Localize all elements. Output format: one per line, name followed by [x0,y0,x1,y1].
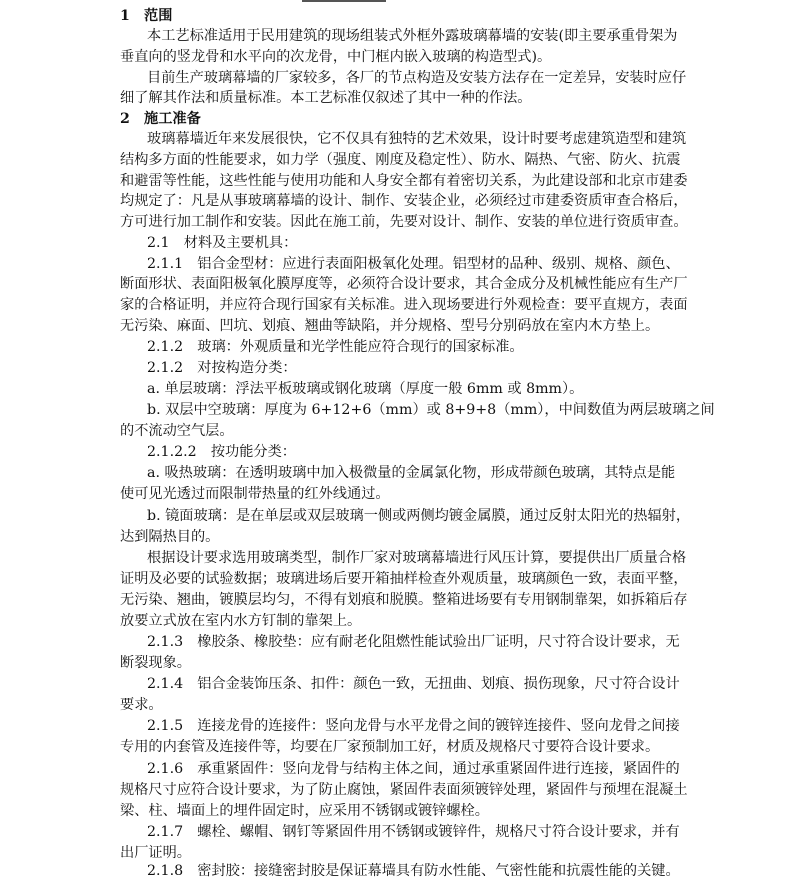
clause-line: 2.1.4 铝合金装饰压条、扣件：颜色一致，无扭曲、划痕、损伤现象，尺寸符合设计 [147,676,680,692]
paragraph-line: 本工艺标准适用于民用建筑的现场组装式外框外露玻璃幕墙的安装(即主要承重骨架为 [147,28,678,44]
list-item-line: b. 双层中空玻璃：厚度为 6+12+6（mm）或 8+9+8（mm），中间数值为两层玻璃之间 [147,402,715,418]
clause-line: 家的合格证明，并应符合现行国家有关标准。进入现场要进行外观检查：要平直规方，表面 [120,297,688,313]
clause-line: 断裂现象。 [120,655,191,671]
clause-line: 2.1.3 橡胶条、橡胶垫：应有耐老化阻燃性能试验出厂证明，尺寸符合设计要求，无 [147,634,680,650]
paragraph-line: 垂直向的竖龙骨和水平向的次龙骨，中门框内嵌入玻璃的构造型式)。 [120,49,552,65]
clause-line: 无污染、麻面、凹坑、划痕、翘曲等缺陷，并分规格、型号分别码放在室内木方垫上。 [120,318,660,334]
clause-line: 梁、柱、墙面上的埋件固定时，应采用不锈钢或镀锌螺栓。 [120,803,489,819]
clause-line: 要求。 [120,697,163,713]
clause-line: 2.1.2 对按构造分类： [147,360,297,376]
paragraph-line: 目前生产玻璃幕墙的厂家较多，各厂的节点构造及安装方法存在一定差异，安装时应仔 [147,70,687,86]
paragraph-line: 根据设计要求选用玻璃类型，制作厂家对玻璃幕墙进行风压计算，要提供出厂质量合格 [147,550,687,566]
subsection-heading: 2.1 材料及主要机具： [147,235,298,251]
clause-line: 断面形状、表面阳极氧化膜厚度等，必须符合设计要求，其合金成分及机械性能应有生产厂 [120,276,688,292]
paragraph-line: 结构多方面的性能要求，如力学（强度、刚度及稳定性）、防水、隔热、气密、防火、抗震 [120,152,681,168]
paragraph-line: 无污染、翘曲，镀膜层均匀，不得有划痕和脱膜。整箱进场要有专用钢制靠架，如拆箱后存 [120,592,688,608]
paragraph-line: 证明及必要的试验数据；玻璃进场后要开箱抽样检查外观质量，玻璃颜色一致，表面平整， [120,571,688,587]
list-item-line: 的不流动空气层。 [120,423,234,439]
section-heading-scope: 1 范围 [120,8,173,24]
clause-line: 2.1.2.2 按功能分类： [147,444,296,460]
paragraph-line: 和避雷等性能，这些性能与使用功能和人身安全都有着密切关系，为此建设部和北京市建委 [120,173,688,189]
clause-line: 专用的内套管及连接件等，均要在厂家预制加工好，材质及规格尺寸要符合设计要求。 [120,739,660,755]
clause-line: 规格尺寸应符合设计要求，为了防止腐蚀，紧固件表面须镀锌处理，紧固件与预埋在混凝土 [120,782,688,798]
list-item-line: b. 镜面玻璃：是在单层或双层玻璃一侧或两侧均镀金属膜，通过反射太阳光的热辐射， [147,508,691,524]
header-rule [302,0,386,2]
list-item-line: a. 单层玻璃：浮法平板玻璃或钢化玻璃（厚度一般 6mm 或 8mm）。 [147,381,584,397]
paragraph-line: 方可进行加工制作和安装。因此在施工前，先要对设计、制作、安装的单位进行资质审查。 [120,214,688,230]
clause-line: 2.1.2 玻璃：外观质量和光学性能应符合现行的国家标准。 [147,339,524,355]
section-heading-preparation: 2 施工准备 [120,111,201,127]
paragraph-line: 均规定了：凡是从事玻璃幕墙的设计、制作、安装企业，必须经过市建委资质审查合格后， [120,193,688,209]
clause-line: 出厂证明。 [120,845,191,861]
clause-line: 2.1.5 连接龙骨的连接件：竖向龙骨与水平龙骨之间的镀锌连接件、竖向龙骨之间接 [147,718,680,734]
clause-line: 2.1.6 承重紧固件：竖向龙骨与结构主体之间，通过承重紧固件进行连接，紧固件的 [147,761,680,777]
clause-line: 2.1.7 螺栓、螺帽、钢钉等紧固件用不锈钢或镀锌件，规格尺寸符合设计要求，并有 [147,824,680,840]
list-item-line: a. 吸热玻璃：在透明玻璃中加入极微量的金属氯化物，形成带颜色玻璃，其特点是能 [147,465,676,481]
list-item-line: 达到隔热目的。 [120,529,220,545]
clause-line: 2.1.8 密封胶：接缝密封胶是保证幕墙具有防水性能、气密性能和抗震性能的关键。 [147,863,680,879]
paragraph-line: 放要立式放在室内水方钉制的靠架上。 [120,613,362,629]
list-item-line: 使可见光透过而限制带热量的红外线通过。 [120,486,390,502]
paragraph-line: 细了解其作法和质量标准。本工艺标准仅叙述了其中一种的作法。 [120,90,532,106]
paragraph-line: 玻璃幕墙近年来发展很快，它不仅具有独特的艺术效果，设计时要考虑建筑造型和建筑 [147,131,687,147]
clause-line: 2.1.1 铝合金型材：应进行表面阳极氧化处理。铝型材的品种、级别、规格、颜色、 [147,256,680,272]
